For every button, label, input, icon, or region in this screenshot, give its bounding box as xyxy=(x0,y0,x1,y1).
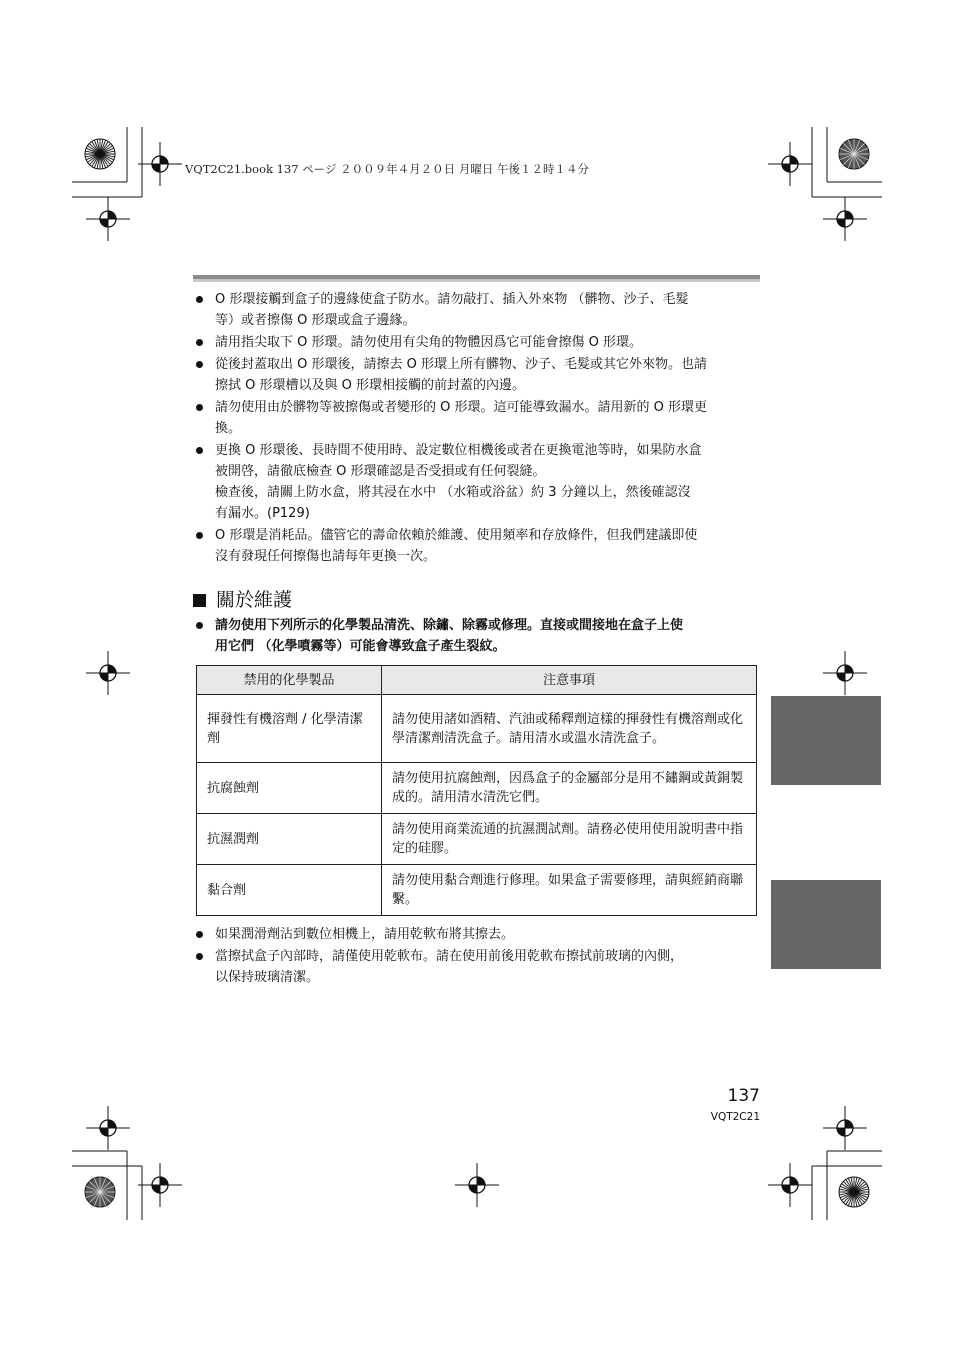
table-header-row xyxy=(197,666,757,695)
side-index-tab xyxy=(771,880,881,969)
table-row xyxy=(197,763,757,814)
chemical-cell: 揮發性有機溶劑 / 化學清潔劑 xyxy=(197,695,382,763)
list-item xyxy=(193,924,760,945)
caution-cell: 請勿使用黏合劑進行修理。如果盒子需要修理，請與經銷商聯繫。 xyxy=(382,865,757,916)
document-code: VQT2C21 xyxy=(710,1111,760,1123)
list-item xyxy=(193,440,760,524)
column-header-chemical: 禁用的化學製品 xyxy=(197,666,382,695)
bullet-text-line: 更換 O 形環後、長時間不使用時、設定數位相機後或者在更換電池等時，如果防水盒 xyxy=(215,443,702,458)
section-heading xyxy=(193,587,760,613)
list-item xyxy=(193,289,760,331)
bullet-text-line: 檢查後，請關上防水盒，將其浸在水中 （水箱或浴盆）約 3 分鐘以上，然後確認沒 xyxy=(215,485,691,500)
main-content xyxy=(193,289,760,989)
warning-text-line: 請勿使用下列所示的化學製品清洗、除鏽、除霧或修理。直接或間接地在盒子上使 xyxy=(215,618,684,633)
bullet-text-line: 換。 xyxy=(215,421,242,436)
list-item xyxy=(193,332,760,353)
bullet-text-line: 等）或者擦傷 O 形環或盒子邊緣。 xyxy=(215,313,416,328)
bullet-text-line: 請勿使用由於髒物等被擦傷或者變形的 O 形環。這可能導致漏水。請用新的 O 形環更 xyxy=(215,400,707,415)
bullet-text-line: 如果潤滑劑沾到數位相機上，請用乾軟布將其擦去。 xyxy=(215,927,515,942)
warning-text-line: 用它們 （化學噴霧等）可能會導致盒子產生裂紋。 xyxy=(215,639,506,654)
side-index-tab xyxy=(771,696,881,785)
square-bullet-icon xyxy=(193,594,206,607)
bullet-text-line: 有漏水。(P129) xyxy=(215,506,310,521)
header-rule-light xyxy=(193,279,760,282)
list-item xyxy=(193,354,760,396)
section-title: 關於維護 xyxy=(216,589,293,611)
warning-list xyxy=(193,615,760,657)
cleaning-bullet-list xyxy=(193,924,760,988)
table-row xyxy=(197,814,757,865)
table-row xyxy=(197,695,757,763)
list-item xyxy=(193,525,760,567)
caution-cell: 請勿使用抗腐蝕劑，因爲盒子的金屬部分是用不鏽鋼或黃銅製成的。請用清水清洗它們。 xyxy=(382,763,757,814)
chemical-cell: 抗腐蝕劑 xyxy=(197,763,382,814)
caution-cell: 請勿使用商業流通的抗濕潤試劑。請務必使用使用說明書中指定的硅膠。 xyxy=(382,814,757,865)
bullet-text-line: 擦拭 O 形環槽以及與 O 形環相接觸的前封蓋的內邊。 xyxy=(215,378,525,393)
prohibited-chemicals-table xyxy=(196,665,757,916)
bullet-text-line: 沒有發現任何擦傷也請每年更換一次。 xyxy=(215,549,437,564)
caution-cell: 請勿使用諸如酒精、汽油或稀釋劑這樣的揮發性有機溶劑或化學清潔劑清洗盒子。請用清水或溫水清洗盒子。 xyxy=(382,695,757,763)
chemical-cell: 抗濕潤劑 xyxy=(197,814,382,865)
bullet-text-line: O 形環是消耗品。儘管它的壽命依賴於維護、使用頻率和存放條件，但我們建議即使 xyxy=(215,528,698,543)
table-row xyxy=(197,865,757,916)
bullet-text-line: O 形環接觸到盒子的邊緣使盒子防水。請勿敲打、插入外來物 （髒物、沙子、毛髮 xyxy=(215,292,689,307)
bullet-text-line: 被開啓，請徹底檢查 O 形環確認是否受損或有任何裂縫。 xyxy=(215,464,546,479)
bullet-text-line: 以保持玻璃清潔。 xyxy=(215,970,320,985)
chemical-cell: 黏合劑 xyxy=(197,865,382,916)
bullet-text-line: 請用指尖取下 O 形環。請勿使用有尖角的物體因爲它可能會擦傷 O 形環。 xyxy=(215,335,642,350)
page-number: 137 xyxy=(727,1086,760,1106)
print-header-line: VQT2C21.book 137 ページ ２００９年４月２０日 月曜日 午後１２時１４分 xyxy=(185,162,589,176)
list-item xyxy=(193,397,760,439)
column-header-caution: 注意事項 xyxy=(382,666,757,695)
o-ring-bullet-list xyxy=(193,289,760,567)
warning-item xyxy=(193,615,760,657)
list-item xyxy=(193,946,760,988)
bullet-text-line: 從後封蓋取出 O 形環後，請擦去 O 形環上所有髒物、沙子、毛髮或其它外來物。也請 xyxy=(215,357,707,372)
bullet-text-line: 當擦拭盒子內部時，請僅使用乾軟布。請在使用前後用乾軟布擦拭前玻璃的內側， xyxy=(215,949,684,964)
